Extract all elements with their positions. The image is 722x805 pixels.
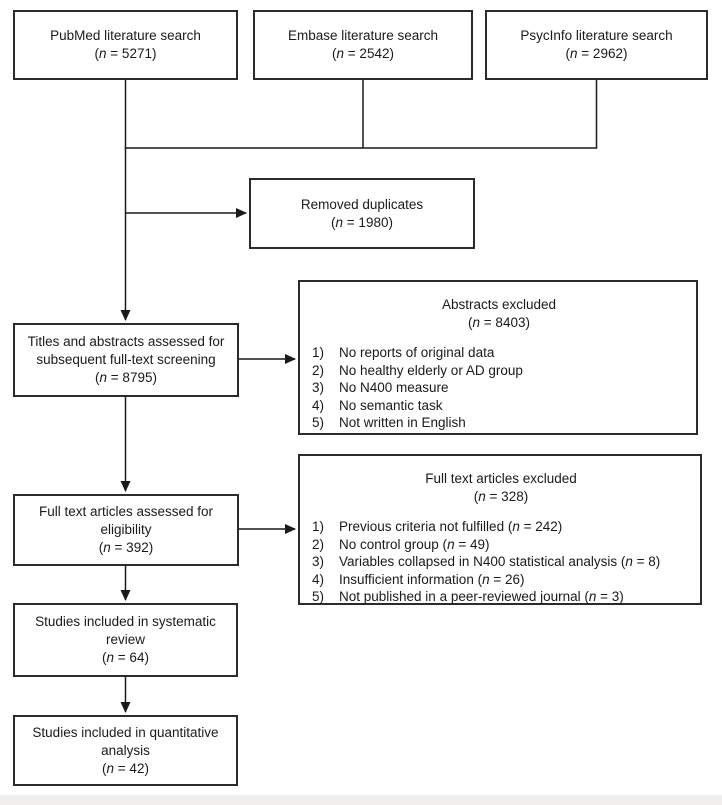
box-embase-search xyxy=(253,10,473,80)
fulltext-excluded-title: Full text articles excluded xyxy=(425,471,577,486)
systematic-review-line1: Studies included in systematic xyxy=(35,614,216,629)
list-item: 3) Variables collapsed in N400 statistical analysis (n = 8) xyxy=(312,554,661,569)
box-abstracts-excluded xyxy=(298,280,698,435)
box-psycinfo-search xyxy=(485,10,708,80)
titles-abstracts-count: (n = 8795) xyxy=(95,370,157,385)
box-fulltext-excluded xyxy=(298,454,702,605)
quantitative-line1: Studies included in quantitative xyxy=(32,724,219,740)
box-quantitative-analysis xyxy=(13,715,238,786)
quantitative-count: (n = 42) xyxy=(102,760,149,776)
list-item: 3) No N400 measure xyxy=(312,380,449,395)
list-item: 2) No control group (n = 49) xyxy=(312,536,490,552)
fulltext-assessed-count: (n = 392) xyxy=(98,540,154,555)
abstracts-excluded-count: (n = 8403) xyxy=(468,315,530,330)
titles-abstracts-line2: subsequent full-text screening xyxy=(36,352,216,367)
pubmed-label: PubMed literature search xyxy=(50,28,201,43)
embase-count: (n = 2542) xyxy=(332,46,394,61)
systematic-review-line2: review xyxy=(105,632,145,647)
box-systematic-review xyxy=(13,603,238,677)
fulltext-assessed-line1: Full text articles assessed for xyxy=(38,504,214,519)
list-item: 1) No reports of original data xyxy=(312,345,495,360)
abstracts-excluded-title: Abstracts excluded xyxy=(441,297,557,312)
footer-strip xyxy=(0,795,722,805)
systematic-review-count: (n = 64) xyxy=(102,650,149,665)
fulltext-excluded-list xyxy=(312,518,690,606)
list-item: 5) Not published in a peer-reviewed journal (n = 3) xyxy=(312,589,624,604)
box-removed-duplicates xyxy=(249,178,475,249)
list-item: 2) No healthy elderly or AD group xyxy=(312,362,523,378)
list-item: 1) Previous criteria not fulfilled (n = 242) xyxy=(312,519,563,534)
duplicates-label: Removed duplicates xyxy=(300,196,424,212)
psycinfo-label: PsycInfo literature search xyxy=(520,28,673,43)
pubmed-count: (n = 5271) xyxy=(94,46,157,61)
list-item: 5) Not written in English xyxy=(312,415,466,430)
titles-abstracts-line1: Titles and abstracts assessed for xyxy=(27,334,225,349)
duplicates-count: (n = 1980) xyxy=(331,214,393,230)
embase-label: Embase literature search xyxy=(287,28,439,43)
fulltext-assessed-line2: eligibility xyxy=(100,522,152,537)
list-item: 4) Insufficient information (n = 26) xyxy=(312,571,525,587)
abstracts-excluded-list xyxy=(312,344,686,432)
box-fulltext-assessed xyxy=(13,494,239,566)
box-pubmed-search xyxy=(13,10,238,80)
fulltext-excluded-count: (n = 328) xyxy=(473,489,529,504)
psycinfo-count: (n = 2962) xyxy=(565,46,628,61)
box-titles-abstracts-assessed xyxy=(13,323,239,397)
quantitative-line2: analysis xyxy=(101,742,150,758)
list-item: 4) No semantic task xyxy=(312,397,443,413)
